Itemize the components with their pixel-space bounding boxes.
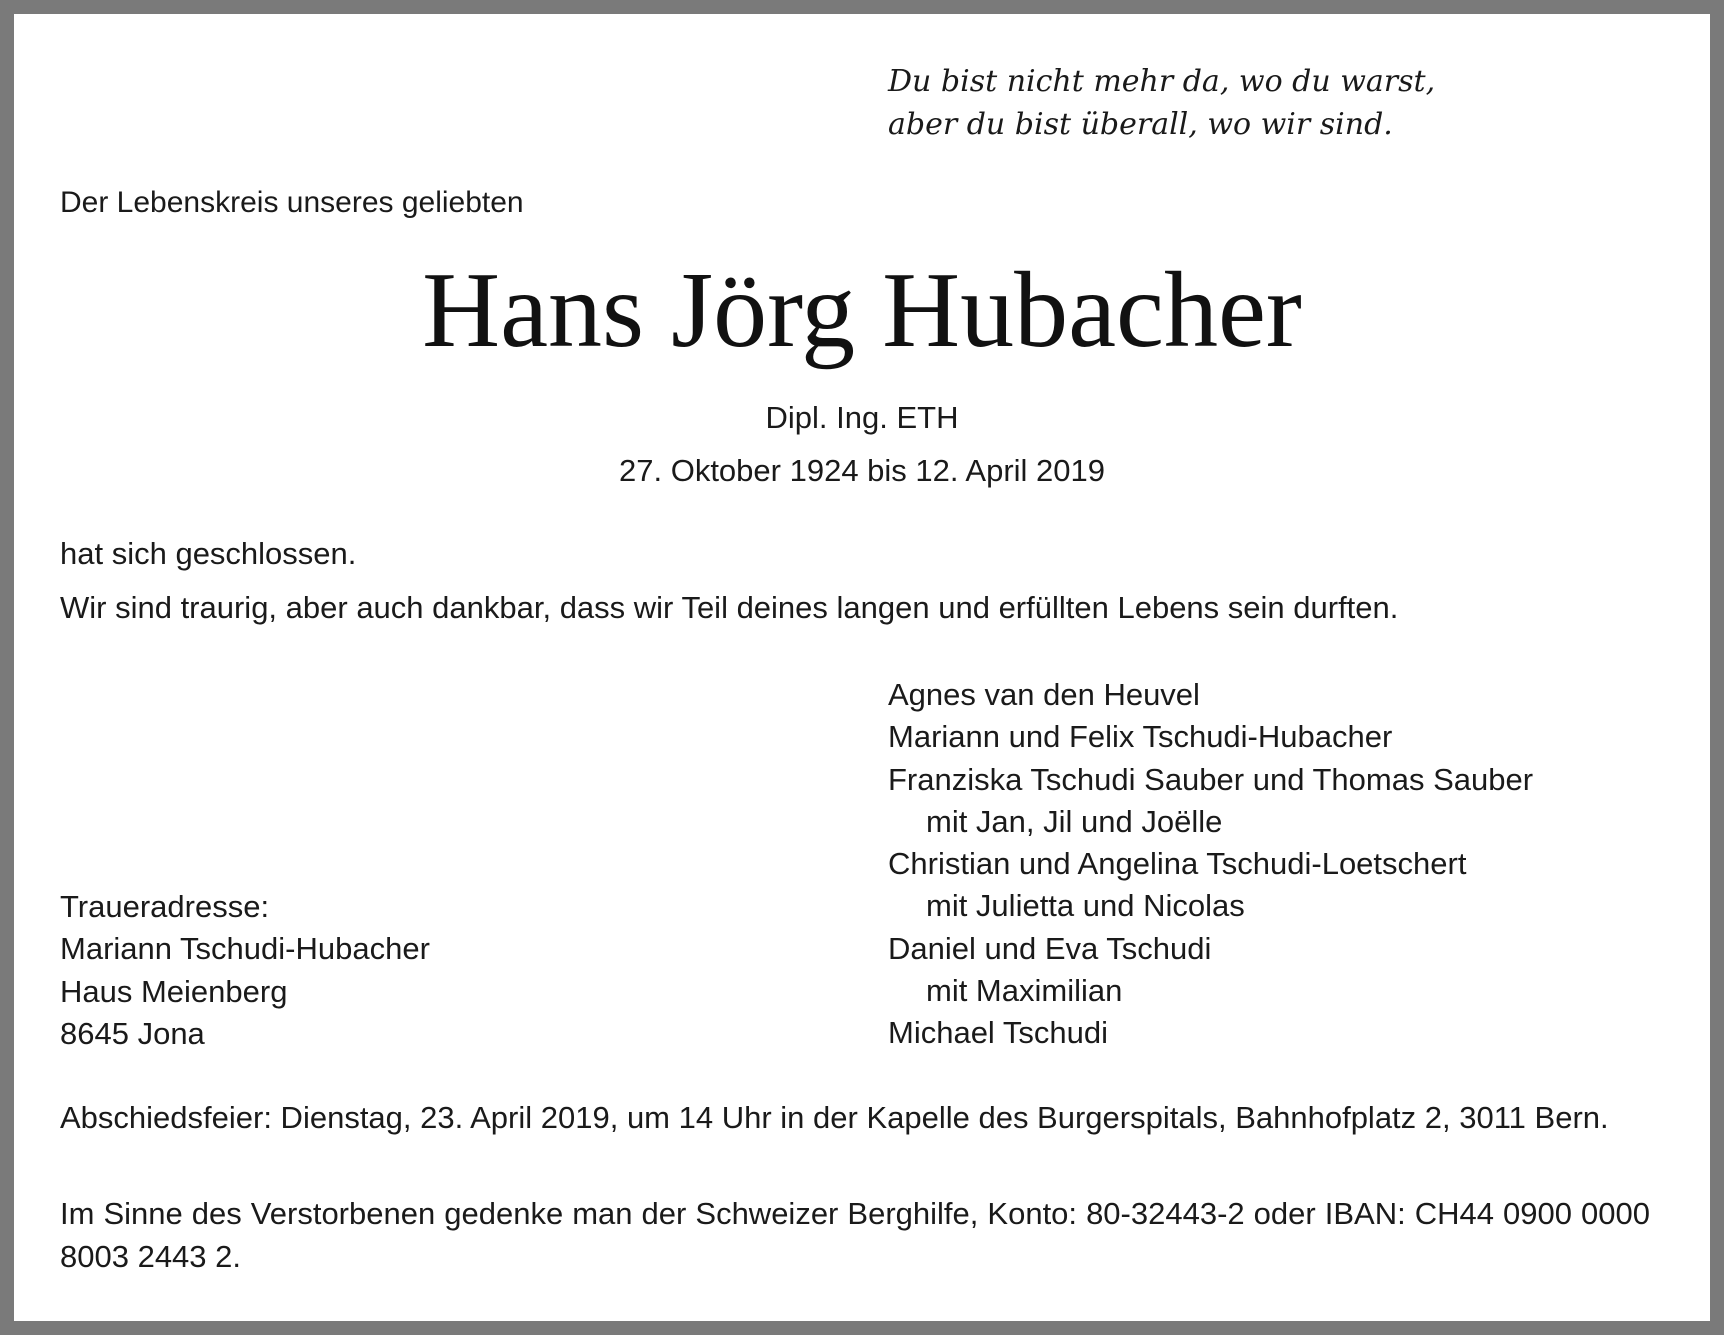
mourner-children-row: mit Maximilian <box>926 973 1123 1009</box>
address-street: Haus Meienberg <box>60 973 288 1009</box>
obituary-notice <box>14 14 1710 1321</box>
closing-line-1: hat sich geschlossen. <box>60 536 357 571</box>
mourner-children-row: mit Jan, Jil und Joëlle <box>926 803 1223 839</box>
mourner-children-row: mit Julietta und Nicolas <box>926 888 1245 924</box>
address-name: Mariann Tschudi-Hubacher <box>60 931 430 967</box>
mourner-row: Christian und Angelina Tschudi-Loetschert <box>888 846 1467 882</box>
quote-line-1: Du bist nicht mehr da, wo du warst, <box>888 64 1436 99</box>
life-dates: 27. Oktober 1924 bis 12. April 2019 <box>619 453 1105 488</box>
mourner-row: Mariann und Felix Tschudi-Hubacher <box>888 719 1393 755</box>
mourner-row: Franziska Tschudi Sauber und Thomas Sauber <box>888 761 1534 797</box>
closing-line-2: Wir sind traurig, aber auch dankbar, dass wir Teil deines langen und erfüllten Lebens sein durften. <box>60 590 1399 625</box>
intro-text: Der Lebenskreis unseres geliebten <box>60 186 524 219</box>
mourners-list <box>888 674 1533 1055</box>
farewell-ceremony-text: Abschiedsfeier: Dienstag, 23. April 2019, um 14 Uhr in der Kapelle des Burgerspitals, Bahnhofplatz 2, 3011 Bern. <box>60 1100 1609 1135</box>
mourning-address <box>60 886 430 1055</box>
mourner-row: Agnes van den Heuvel <box>888 677 1200 712</box>
memorial-quote <box>888 60 1435 146</box>
deceased-title: Dipl. Ing. ETH <box>765 400 959 435</box>
quote-line-2: aber du bist überall, wo wir sind. <box>888 107 1393 142</box>
mourner-row: Daniel und Eva Tschudi <box>888 930 1212 966</box>
mourner-row: Michael Tschudi <box>888 1015 1108 1051</box>
donation-text: Im Sinne des Verstorbenen gedenke man der Schweizer Berghilfe, Konto: 80-32443-2 oder IBAN: CH44 0900 0000 8003 2443 2. <box>60 1196 1650 1274</box>
deceased-name: Hans Jörg Hubacher <box>422 251 1302 370</box>
address-city: 8645 Jona <box>60 1015 205 1051</box>
address-label: Traueradresse: <box>60 889 270 924</box>
